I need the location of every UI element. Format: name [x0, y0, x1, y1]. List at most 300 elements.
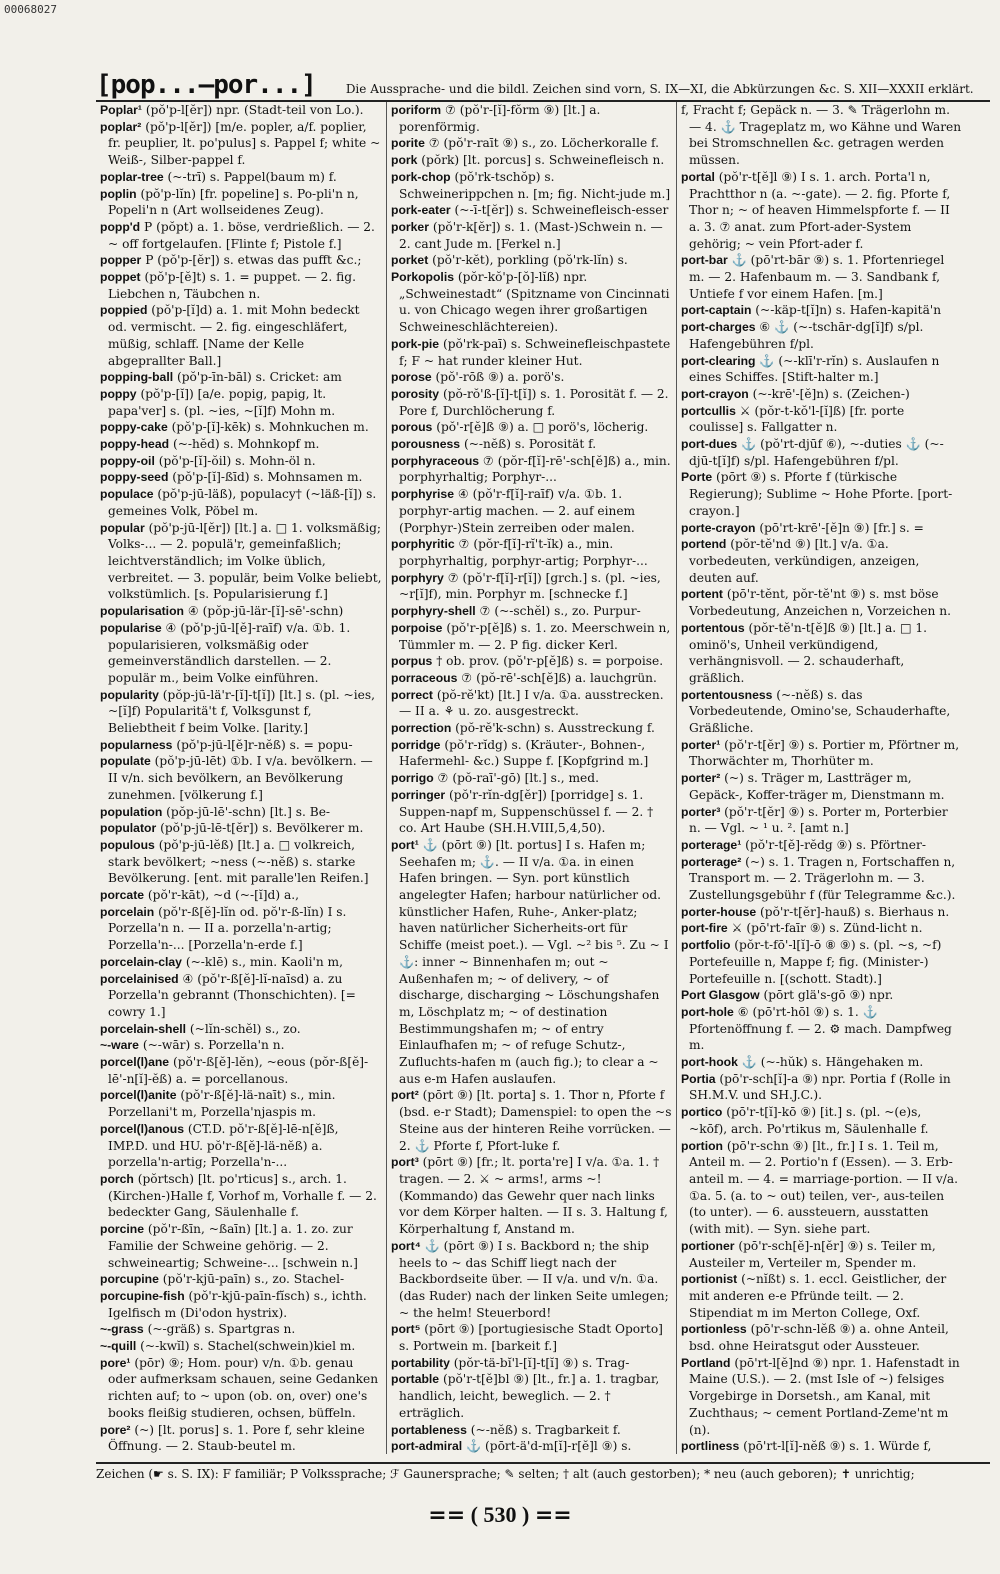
dictionary-entry — [100, 486, 382, 519]
entry-headword: popularise — [100, 620, 162, 635]
entry-definition: (pŏ'p-l[ĕr]) npr. (Stadt-teil von Lo.). — [145, 103, 364, 117]
entry-headword: porter¹ — [681, 737, 721, 752]
entry-definition: (pō'r-sch[ĕ]-n[ĕr] ⑨) s. Teiler m, Austeiler m, Verteiler m, Spender m. — [689, 1238, 936, 1270]
entry-definition: ④ (pŏ'r-f[ĭ]-raīf) v/a. ①b. 1. porphyr-artig machen. — 2. auf einem (Porphyr-)Stein zerreiben oder malen. — [399, 487, 636, 535]
entry-headword: port² — [391, 1088, 419, 1103]
dictionary-entry — [681, 536, 962, 586]
dictionary-entry — [100, 1037, 382, 1054]
dictionary-entry — [681, 586, 962, 619]
page-number: ( 530 ) — [470, 1502, 530, 1527]
dictionary-entry — [681, 436, 962, 469]
dictionary-entry — [100, 436, 382, 453]
dictionary-entry — [391, 419, 672, 436]
page-title: [pop...—por...] — [96, 70, 316, 100]
dictionary-entry — [100, 1321, 382, 1338]
entry-definition: (pŏ'r-ß[ĕ]-lĭn od. pŏ'r-ß-lĭn) I s. Porzella'n n. — II a. porzella'n-artig; Porzella'n-... [Porzella'n-erde f.] — [108, 904, 347, 953]
dictionary-entry — [391, 653, 672, 670]
entry-definition: (pŏr-kŏ'p-[ŏ]-lĭß) npr. „Schweinestadt“ (Spitzname von Cincinnati u. von Chicago wegen ihrer großartigen Schweineschlächtereien). — [399, 270, 670, 335]
entry-definition: (pŏ'r-t[ĕr] ⑨) s. Portier m, Pförtner m, Thorwächter m, Thorhüter m. — [689, 737, 960, 769]
entry-definition: f, Fracht f; Gepäck n. — 3. ✎ Trägerlohn m. — 4. ⚓ Trageplatz m, wo Kähne und Waren bei Stromschnellen &c. getragen werden müssen. — [681, 103, 962, 168]
entry-headword: port¹ — [391, 837, 419, 852]
entry-headword: Portland — [681, 1355, 731, 1370]
entry-definition: ⚔ (pō'rt-faīr ⑨) s. Zünd-licht n. — [731, 921, 923, 936]
dictionary-entry — [681, 353, 962, 386]
entry-definition: ⚓ (pōrt ⑨) [lt. portus] I s. Hafen m; Seehafen m; ⚓. — II v/a. ①a. in einen Hafen bringen. — Syn. port künstlich angelegter Hafen; harbour natürlicher od. künstlicher Hafen, Ruhe-, Anker-platz; haven natürlicher Sicherheits-ort für Schiffe (meist poet.). — Vgl. ~² bis ⁵. Zu ~ I ⚓: inner ~ Binnenhafen m; out ~ Außenhafen m; ~ of delivery, ~ of discharge, discharging ~ Löschungshafen m, Löschplatz m; ~ of destination Bestimmungshafen m; ~ of entry Einlaufhafen m; ~ of refuge Schutz-, Zufluchts-hafen m (auch fig.); to clear a ~ aus e-m Hafen auslaufen. — [399, 837, 669, 1086]
dictionary-entry — [100, 1288, 382, 1321]
entry-headword: porrigo — [391, 771, 434, 786]
entry-headword: poppy-seed — [100, 470, 169, 485]
dictionary-entry — [391, 570, 672, 603]
dictionary-entry — [681, 770, 962, 803]
dictionary-entry — [100, 904, 382, 954]
entry-headword: pork — [391, 153, 418, 168]
dictionary-entry — [681, 854, 962, 904]
entry-headword: poplar² — [100, 119, 142, 134]
entry-headword: ~-ware — [100, 1038, 139, 1053]
dictionary-entry — [391, 770, 672, 787]
entry-definition: ⑦ (pŏ-rē'-sch[ĕ]ß) a. lauchgrün. — [461, 670, 657, 685]
dictionary-entry — [100, 1021, 382, 1038]
dictionary-entry — [681, 252, 962, 302]
entry-headword: porpus — [391, 654, 433, 669]
entry-definition: ⑦ (pŏ'r-[ĭ]-fŏrm ⑨) [lt.] a. porenförmig. — [399, 103, 601, 134]
entry-headword: porcelainised — [100, 971, 179, 986]
dictionary-entry — [391, 787, 672, 837]
dictionary-entry — [100, 186, 382, 219]
entry-headword: poppy-oil — [100, 453, 155, 468]
entry-definition: (~-ī-t[ĕr]) s. Schweinefleisch-esser — [454, 203, 669, 218]
entry-headword: poppet — [100, 270, 141, 285]
entry-headword: port-charges — [681, 320, 756, 335]
entry-definition: P (pŏ'p-[ĕr]) s. etwas das pufft &c.; — [145, 253, 362, 268]
entry-definition: (pŏ'p-jū-l[ĕr]) [lt.] a. □ 1. volksmäßig; Volks-... — 2. populä'r, gemeinfaßlich; leichtverständlich; im Volke üblich, verbreitet. — 3. populär, beim Volke beliebt, volkstümlich. [s. Popularisierung f.] — [108, 520, 382, 602]
entry-definition: ⑦ (pŏ'r-f[ĭ]-r[ĭ]) [grch.] s. (pl. ~ies, ~r[ĭ]f), min. Porphyr m. [schnecke f.] — [399, 570, 661, 602]
entry-definition: (pŏ'p-[ĕ]t) s. 1. = puppet. — 2. fig. Liebchen n, Täubchen n. — [108, 270, 356, 301]
dictionary-entry — [681, 403, 962, 436]
entry-definition: (pōrt ⑨) [fr.; lt. porta're] I v/a. ①a. 1. † tragen. — 2. ⚔ ~ arms!, arms ~! (Kommando) das Gewehr quer nach links vor dem Körper halten. — II s. 3. Haltung f, Körperhaltung f, Anstand m. — [399, 1155, 668, 1237]
entry-definition: (pŏ'p-jū-l[ĕ]r-nĕß) s. = popu- — [176, 737, 353, 752]
dictionary-entry — [681, 937, 962, 987]
entry-definition: (pōrt glä's-gō ⑨) npr. — [763, 988, 894, 1003]
entry-headword: portal — [681, 169, 715, 184]
dictionary-entry — [391, 1087, 672, 1154]
entry-headword: portcullis — [681, 403, 736, 418]
dictionary-entry — [391, 1422, 672, 1439]
entry-definition: (pŏ'r-t[ĕ]l ⑨) I s. 1. arch. Porta'l n, Prachtthor n (a. ~-gate). — 2. fig. Pforte f, Thor n; ~ of heaven Himmelspforte f. — II a. 3. ⑦ anat. zum Pfort-ader-System gehörig; ~ vein Pfort-ader f. — [689, 169, 951, 251]
symbol-legend: Zeichen (☛ s. S. IX): F familiär; P Volkssprache; ℱ Gaunersprache; ✎ selten; † alt (auch gestorben); * neu (auch geboren); ✝ unrichtig; — [96, 1462, 990, 1481]
dictionary-entry — [391, 536, 672, 569]
entry-definition: (pō'r-schn-lĕß ⑨) a. ohne Anteil, bsd. ohne Heiratsgut oder Aussteuer. — [689, 1322, 949, 1354]
entry-headword: portioner — [681, 1238, 735, 1253]
dictionary-entry — [391, 219, 672, 252]
dictionary-entry — [391, 1355, 672, 1372]
entry-headword: populace — [100, 487, 154, 502]
entry-definition: ④ (pŏ'r-ß[ĕ]-lĭ-naīsd) a. zu Porzella'n gebrannt (Thonschichten). [= cowry 1.] — [108, 971, 356, 1019]
dictionary-entry — [100, 1338, 382, 1355]
entry-headword: port-hook — [681, 1055, 738, 1070]
entry-headword: port-admiral — [391, 1439, 463, 1454]
dictionary-entry — [681, 987, 962, 1004]
entry-definition: ⚔ (pŏr-t-kŏ'l-[ĭ]ß) [fr. porte coulisse] s. Fallgatter n. — [689, 403, 905, 435]
entry-definition: (pŏ'p-[ĭ]-ßīd) s. Mohnsamen m. — [172, 470, 363, 485]
entry-headword: pork-eater — [391, 203, 451, 218]
entry-definition: (pŏp-jū-lä'r-[ĭ]-t[ĭ]) [lt.] s. (pl. ~ies, ~[ĭ]f) Popularitä't f, Volksgunst f, Beliebtheit f beim Volke. [larity.] — [108, 687, 375, 736]
dictionary-entry — [391, 169, 672, 202]
entry-definition: (pŏ'r-t[ĕ]-rĕdg ⑨) s. Pförtner- — [745, 837, 926, 852]
entry-headword: poriform — [391, 103, 442, 117]
dictionary-entry — [100, 954, 382, 971]
entry-definition: (pŏ'r-t[ĕr]-hauß) s. Bierhaus n. — [760, 904, 950, 919]
entry-definition: (~-wār) s. Porzella'n n. — [142, 1038, 285, 1053]
entry-headword: port-clearing — [681, 353, 756, 368]
entry-headword: porcelain — [100, 904, 155, 919]
entry-definition: ⑥ ⚓ (~-tschār-dg[ĭ]f) s/pl. Hafengebühren f/pl. — [689, 320, 924, 351]
entry-headword: pork-chop — [391, 169, 451, 184]
entry-definition: (pŏ-rĕ'kt) [lt.] I v/a. ①a. ausstrecken. — II a. ⚘ u. zo. ausgestreckt. — [399, 687, 664, 719]
entry-headword: Port Glasgow — [681, 988, 760, 1003]
entry-headword: portend — [681, 537, 727, 552]
entry-definition: (pŏr-tĕ'nd ⑨) [lt.] v/a. ①a. vorbedeuten, verkündigen, anzeigen, deuten auf. — [689, 537, 920, 585]
entry-definition: (~-käp-t[ĭ]n) s. Hafen-kapitä'n — [755, 303, 942, 318]
dictionary-entry — [100, 1271, 382, 1288]
entry-definition: (pŏ'p-[ĭ]-kēk) s. Mohnkuchen m. — [171, 420, 369, 435]
entry-headword: ~-grass — [100, 1322, 144, 1337]
entry-headword: port-bar — [681, 253, 728, 268]
entry-headword: porpoise — [391, 620, 443, 635]
entry-headword: portentous — [681, 620, 745, 635]
entry-headword: popp'd — [100, 219, 141, 234]
entry-headword: popularness — [100, 737, 173, 752]
dictionary-entry — [100, 119, 382, 169]
entry-headword: port⁴ — [391, 1238, 421, 1253]
dictionary-entry — [391, 453, 672, 486]
dictionary-entry — [681, 1004, 962, 1054]
entry-headword: port-dues — [681, 437, 738, 452]
dictionary-entry — [681, 169, 962, 253]
entry-headword: Porte — [681, 470, 713, 485]
entry-headword: porcel(l)ane — [100, 1055, 170, 1070]
entry-definition: ⑦ (~-schĕl) s., zo. Purpur- — [479, 604, 641, 619]
entry-headword: porous — [391, 420, 433, 435]
dictionary-entry — [100, 219, 382, 252]
entry-headword: porphyraceous — [391, 453, 480, 468]
entry-definition: ④ (pŏ'p-jū-l[ĕ]-raīf) v/a. ①b. 1. popularisieren, volksmäßig oder gemeinverständlich darstellen. — 2. populär m., beim Volke einführen. — [108, 620, 351, 685]
entry-definition: ⑦ (pŏr-f[ĭ]-rĭ't-ĭk) a., min. porphyrhaltig, porphyr-artig; Porphyr-... — [399, 537, 648, 568]
entry-headword: porcel(l)anite — [100, 1088, 177, 1103]
entry-definition: (pŏ'r-kāt), ~d (~-[ĭ]d) a., — [147, 888, 299, 903]
entry-headword: port-fire — [681, 921, 728, 936]
entry-headword: port-captain — [681, 303, 752, 318]
entry-headword: portliness — [681, 1439, 740, 1454]
entry-headword: porker — [391, 219, 429, 234]
entry-headword: poplar-tree — [100, 169, 164, 184]
dictionary-entry — [681, 102, 962, 169]
entry-definition: (pō'rt-krē'-[ĕ]n ⑨) [fr.] s. = — [759, 520, 924, 535]
entry-headword: portionless — [681, 1322, 747, 1337]
dictionary-entry — [100, 753, 382, 803]
entry-definition: (pŏ-rĕ'k-schn) s. Ausstreckung f. — [455, 721, 655, 736]
dictionary-entry — [681, 920, 962, 937]
entry-definition: (pŏ'r-t[ĕ]bl ⑨) [lt., fr.] a. 1. tragbar, handlich, leicht, beweglich. — 2. † erträglich. — [399, 1372, 660, 1420]
entry-definition: (~-hĕd) s. Mohnkopf m. — [172, 437, 320, 452]
entry-definition: (pŏrtsch) [lt. po'rticus] s., arch. 1. (Kirchen-)Halle f, Vorhof m, Vorhalle f. — 2. bedeckter Gang, Säulenhalle f. — [108, 1172, 377, 1220]
entry-definition: (~lĭn-schĕl) s., zo. — [189, 1021, 301, 1036]
dictionary-entry — [681, 620, 962, 687]
entry-headword: porter² — [681, 771, 721, 786]
entry-definition: (pŏr-tä-bĭ'l-[ĭ]-t[ĭ] ⑨) s. Trag- — [453, 1355, 630, 1370]
entry-headword: pore¹ — [100, 1355, 131, 1370]
dictionary-entry — [681, 1138, 962, 1238]
dictionary-entry — [391, 620, 672, 653]
entry-definition: (pŏ'p-jū-lĕß) [lt.] a. □ volkreich, stark bevölkert; ~ness (~-nĕß) s. starke Bevölkerung. [ent. mit paralle'len Reifen.] — [108, 837, 369, 886]
entry-headword: port-hole — [681, 1004, 734, 1019]
entry-headword: pork-pie — [391, 336, 440, 351]
dictionary-entry — [100, 1355, 382, 1422]
dictionary-entry — [391, 687, 672, 720]
entry-headword: porcelain-clay — [100, 954, 182, 969]
entry-definition: (pŏ'p-jū-lēt) ①b. I v/a. bevölkern. — II v/n. sich bevölkern, an Bevölkerung zunehmen. [völkerung f.] — [108, 754, 373, 802]
page-header — [96, 60, 990, 102]
entry-headword: portfolio — [681, 938, 731, 953]
dictionary-entry — [681, 1321, 962, 1354]
entry-definition: (pōr) ⑨; Hom. pour) v/n. ①b. genau oder aufmerksam schauen, seine Gedanken richten auf; to ~ upon (ob. on, over) one's books fleißig studieren, ochsen, büffeln. — [108, 1355, 379, 1420]
entry-headword: porte-crayon — [681, 520, 756, 535]
entry-definition: (pŏ'r-p[ĕ]ß) s. 1. zo. Meerschwein n, Tümmler m. — 2. P fig. dicker Kerl. — [399, 620, 671, 652]
entry-definition: (pō'r-sch[ĭ]-a ⑨) npr. Portia f (Rolle in SH.M.V. und SH.J.C.). — [689, 1071, 951, 1103]
dictionary-entry — [681, 302, 962, 319]
entry-headword: Poplar¹ — [100, 103, 142, 117]
entry-definition: (pŏ'rk-paī) s. Schweinefleischpastete f; F ~ hat runder kleiner Hut. — [399, 336, 671, 368]
entry-definition: (pŏ'r-kĕt), porkling (pŏ'rk-lĭn) s. — [432, 253, 628, 268]
entry-headword: poplin — [100, 186, 137, 201]
entry-headword: porcel(l)anous — [100, 1121, 184, 1136]
dictionary-entry — [681, 386, 962, 403]
entry-headword: portable — [391, 1372, 440, 1387]
entry-definition: (pŏ'rk-tschŏp) s. Schweinerippchen n. [m; fig. Nicht-jude m.] — [399, 169, 671, 201]
entry-headword: populous — [100, 837, 155, 852]
column-2 — [386, 102, 676, 1454]
entry-definition: (~-krē'-[ĕ]n) s. (Zeichen-) — [752, 386, 910, 401]
dictionary-entry — [391, 737, 672, 770]
entry-definition: ⚓ (~-klī'r-rĭn) s. Auslaufen n eines Schiffes. [Stift-halter m.] — [689, 353, 940, 385]
dictionary-entry — [100, 169, 382, 186]
page-number-bars-right: == — [534, 1503, 572, 1528]
dictionary-entry — [100, 1221, 382, 1271]
entry-definition: (pŏ'r-ß[ĕ]-lä-naīt) s., min. Porzellani't m, Porzella'njaspis m. — [108, 1088, 336, 1120]
entry-definition: P (pŏpt) a. 1. böse, verdrießlich. — 2. ~ off fortgelaufen. [Flinte f; Pistole f.] — [108, 219, 375, 251]
entry-definition: (pŏ'r-rĭdg) s. (Kräuter-, Bohnen-, Hafermehl- &c.) Suppe f. [Kopfgrind m.] — [399, 737, 649, 769]
entry-definition: (pŏ'p-[ĭ]) [a/e. popig, papig, lt. papa'ver] s. (pl. ~ies, ~[ĭ]f) Mohn m. — [108, 386, 336, 418]
dictionary-entry — [681, 737, 962, 770]
entry-definition: (pŏ'r-ß[ĕ]-lĕn), ~eous (pŏr-ß[ĕ]-lē'-n[ĭ]-ĕß) a. = porcellanous. — [108, 1055, 369, 1086]
dictionary-entry — [681, 837, 962, 854]
dictionary-entry — [681, 520, 962, 537]
entry-headword: populate — [100, 754, 151, 769]
entry-definition: (pŏ'p-[ĭ]-ŏil) s. Mohn-öl n. — [158, 453, 316, 468]
entry-headword: porphyry-shell — [391, 604, 476, 619]
dictionary-entry — [391, 486, 672, 536]
dictionary-entry — [100, 1171, 382, 1221]
dictionary-entry — [100, 971, 382, 1021]
entry-headword: portico — [681, 1105, 723, 1120]
entry-definition: (pō'r-tĕnt, pŏr-tĕ'nt ⑨) s. mst böse Vorbedeutung, Anzeichen n, Vorzeichen n. — [689, 587, 951, 619]
entry-headword: Porkopolis — [391, 270, 454, 285]
dictionary-entry — [391, 1238, 672, 1322]
entry-definition: (pŏ'p-l[ĕr]) [m/e. popler, a/f. poplier, fr. peuplier, lt. po'pulus] s. Pappel f; white ~ Weiß-, Silber-pappel f. — [108, 119, 381, 168]
dictionary-entry — [100, 804, 382, 821]
dictionary-entry — [681, 1271, 962, 1321]
entry-definition: (~-gräß) s. Spartgras n. — [147, 1322, 296, 1337]
entry-definition: (pŏ'p-lĭn) [fr. popeline] s. Po-pli'n n, Popeli'n n (Art wollseidenes Zeug). — [108, 186, 359, 218]
entry-headword: porcine — [100, 1222, 145, 1237]
entry-definition: (~-klē) s., min. Kaoli'n m, — [185, 954, 343, 969]
dictionary-entry — [681, 687, 962, 737]
dictionary-entry — [681, 1054, 962, 1071]
dictionary-entry — [391, 152, 672, 169]
entry-definition: (CT.D. pŏ'r-ß[ĕ]-lē-n[ĕ]ß, IMP.D. und HU. pŏ'r-ß[ĕ]-lä-nĕß) a. porzella'n-artig; Porzella'n-... — [108, 1121, 339, 1170]
entry-headword: porterage¹ — [681, 837, 742, 852]
dictionary-entry — [100, 252, 382, 269]
entry-headword: porter³ — [681, 804, 721, 819]
dictionary-entry — [100, 1121, 382, 1171]
dictionary-entry — [100, 1054, 382, 1087]
dictionary-entry — [100, 837, 382, 887]
entry-definition: (pō'r-t[ĭ]-kō ⑨) [it.] s. (pl. ~(e)s, ~kōf), arch. Po'rtikus m, Säulenhalle f. — [689, 1105, 929, 1136]
entry-headword: popular — [100, 520, 145, 535]
entry-definition: ⑥ (pō'rt-hōl ⑨) s. 1. ⚓ Pfortenöffnung f. — 2. ⚙ mach. Dampfweg m. — [689, 1004, 952, 1053]
entry-headword: poppy-cake — [100, 420, 168, 435]
dictionary-entry — [681, 904, 962, 921]
entry-headword: ~-quill — [100, 1339, 137, 1354]
entry-definition: (pō'rt-l[ĕ]nd ⑨) npr. 1. Hafenstadt in Maine (U.S.). — 2. (mst Isle of ~) felsiges Vorgebirge in Dorsetsh., am Kanal, mit Zuchthaus; ~ cement Portland-Zeme'nt m (n). — [689, 1355, 960, 1437]
dictionary-entry — [391, 102, 672, 135]
entry-headword: porraceous — [391, 670, 458, 685]
entry-definition: (~) s. 1. Tragen n, Fortschaffen n, Transport m. — 2. Trägerlohn m. — 3. Zustellungsgebühr f (für Telegramme &c.). — [689, 854, 956, 903]
entry-headword: porrection — [391, 721, 452, 736]
entry-definition: (pŏp-jū-lē'-schn) [lt.] s. Be- — [166, 804, 331, 819]
column-1 — [96, 102, 386, 1454]
entry-definition: (pŏ'-r[ĕ]ß ⑨) a. □ porö's, löcherig. — [436, 420, 649, 435]
entry-definition: (~) s. Träger m, Lastträger m, Gepäck-, Koffer-träger m, Dienstmann m. — [689, 771, 945, 802]
dictionary-entry — [681, 1071, 962, 1104]
dictionary-entry — [681, 469, 962, 519]
dictionary-entry — [391, 386, 672, 419]
entry-headword: population — [100, 804, 163, 819]
entry-definition: (pō'rt-l[ĭ]-nĕß ⑨) s. 1. Würde f, — [743, 1439, 932, 1454]
dictionary-entry — [681, 1104, 962, 1137]
dictionary-entry — [100, 687, 382, 737]
entry-definition: (pŏ'p-jū-lē-t[ĕr]) s. Bevölkerer m. — [160, 821, 364, 836]
entry-headword: porphyrise — [391, 487, 454, 502]
entry-definition: (pōrt ⑨) s. Pforte f (türkische Regierung); Sublime ~ Hohe Pforte. [port-crayon.] — [689, 470, 953, 518]
dictionary-entry — [100, 102, 382, 119]
entry-headword: portableness — [391, 1422, 467, 1437]
entry-headword: popularisation — [100, 604, 184, 619]
entry-headword: populator — [100, 821, 157, 836]
entry-headword: porter-house — [681, 904, 757, 919]
entry-headword: porite — [391, 136, 425, 151]
dictionary-entry — [681, 319, 962, 352]
entry-headword: portionist — [681, 1272, 738, 1287]
entry-definition: (~-nĕß) s. Tragbarkeit f. — [470, 1422, 621, 1437]
dictionary-entry — [391, 720, 672, 737]
entry-definition: (pŏ'p-[ĭ]d) a. 1. mit Mohn bedeckt od. vermischt. — 2. fig. eingeschläfert, müßig, schlaff. [Name der Kelle abgeprallter Ball.] — [108, 303, 360, 368]
entry-definition: (pōrt ⑨) [lt. porta] s. 1. Thor n, Pforte f (bsd. e-r Stadt); Damenspiel: to open the ~s Steine aus der hinteren Reihe vorrücken. — 2. ⚓ Pforte f, Pfort-luke f. — [399, 1088, 672, 1153]
entry-definition: ⑦ (pŏ-raī'-gō) [lt.] s., med. — [437, 771, 599, 786]
entry-headword: port³ — [391, 1155, 419, 1170]
entry-headword: popularity — [100, 687, 159, 702]
dictionary-entry — [100, 603, 382, 620]
dictionary-entry — [681, 1238, 962, 1271]
dictionary-entry — [391, 202, 672, 219]
header-note: Die Aussprache- und die bildl. Zeichen sind vorn, S. IX—XI, die Abkürzungen &c. S. XII—XXXII erklärt. — [345, 82, 974, 96]
entry-definition: (pŏ'r-kjū-paīn-fĭsch) s., ichth. Igelfisch m (Di'odon hystrix). — [108, 1288, 367, 1320]
entry-definition: ⑦ (pŏ'r-raīt ⑨) s., zo. Löcherkoralle f. — [428, 136, 659, 151]
dictionary-entry — [391, 436, 672, 453]
entry-headword: porcupine — [100, 1272, 159, 1287]
entry-definition: (pŏ'-rōß ⑨) a. porö's. — [435, 370, 565, 385]
dictionary-entry — [100, 453, 382, 470]
dictionary-entry — [391, 1438, 672, 1454]
dictionary-entry — [391, 1154, 672, 1238]
entry-definition: (~-nĕß) s. Porosität f. — [463, 437, 597, 452]
entry-definition: (pŏ'r-kjū-paīn) s., zo. Stachel- — [162, 1272, 345, 1287]
entry-definition: (pŏ'p-jū-läß), populacy† (~läß-[ĭ]) s. gemeines Volk, Pöbel m. — [108, 487, 377, 518]
entry-definition: ⚓ (pōrt ⑨) I s. Backbord n; the ship heels to ~ das Schiff liegt nach der Backbordseite über. — II v/a. und v/n. ①a. (das Ruder) nach der linken Seite umlegen; ~ the helm! Steuerbord! — [399, 1238, 669, 1320]
dictionary-entry — [100, 520, 382, 604]
dictionary-entry — [681, 804, 962, 837]
entry-definition: (pōrt ⑨) [portugiesische Stadt Oporto] s. Portwein m. [barkeit f.] — [399, 1322, 663, 1354]
dictionary-entry — [391, 603, 672, 620]
dictionary-entry — [100, 386, 382, 419]
entry-headword: port-crayon — [681, 386, 749, 401]
dictionary-entry — [100, 1422, 382, 1454]
dictionary-entry — [100, 469, 382, 486]
entry-headword: pore² — [100, 1422, 131, 1437]
entry-headword: portability — [391, 1355, 450, 1370]
page-number-line — [0, 1502, 1000, 1528]
dictionary-entry — [100, 1087, 382, 1120]
dictionary-entry — [391, 269, 672, 336]
column-3 — [676, 102, 966, 1454]
dictionary-entry — [681, 1438, 962, 1454]
entry-definition: ⚓ (pōrt-ä'd-m[ĭ]-r[ĕ]l ⑨) s. — [465, 1439, 632, 1454]
entry-definition: (pŏrk) [lt. porcus] s. Schweinefleisch n. — [421, 153, 665, 168]
dictionary-entry — [100, 820, 382, 837]
entry-headword: porch — [100, 1172, 134, 1186]
entry-definition: ⚓ (pō'rt-bār ⑨) s. 1. Pfortenriegel m. — 2. Hafenbaum m. — 3. Sandbank f, Untiefe f vor einem Hafen. [m.] — [689, 253, 945, 301]
entry-headword: popping-ball — [100, 370, 174, 385]
entry-definition: (pŏ'r-ßīn, ~ßaīn) [lt.] a. 1. zo. zur Familie der Schweine gehörig. — 2. schweineartig; Schweine-... [schwein n.] — [108, 1222, 358, 1270]
entry-headword: portent — [681, 587, 723, 602]
entry-definition: ④ (pŏp-jū-lär-[ĭ]-sē'-schn) — [187, 604, 344, 619]
dictionary-entry — [391, 135, 672, 152]
entry-headword: porousness — [391, 437, 461, 452]
dictionary-entry — [100, 737, 382, 754]
dictionary-entry — [100, 269, 382, 302]
dictionary-entry — [100, 419, 382, 436]
dictionary-entry — [100, 302, 382, 369]
dictionary-entry — [391, 1371, 672, 1421]
dictionary-entry — [391, 336, 672, 369]
entry-headword: porringer — [391, 787, 446, 802]
entry-headword: porphyritic — [391, 537, 455, 552]
scan-id: 00068027 — [4, 3, 57, 16]
entry-definition: ⑦ (pŏr-f[ĭ]-rē'-sch[ĕ]ß) a., min. porphyrhaltig; Porphyr-... — [399, 453, 671, 485]
entry-headword: porosity — [391, 386, 440, 401]
entry-definition: (pŏ'r-t[ĕr] ⑨) s. Porter m, Porterbier n. — Vgl. ~ ¹ u. ². [amt n.] — [689, 804, 948, 836]
dictionary-entry — [100, 369, 382, 386]
